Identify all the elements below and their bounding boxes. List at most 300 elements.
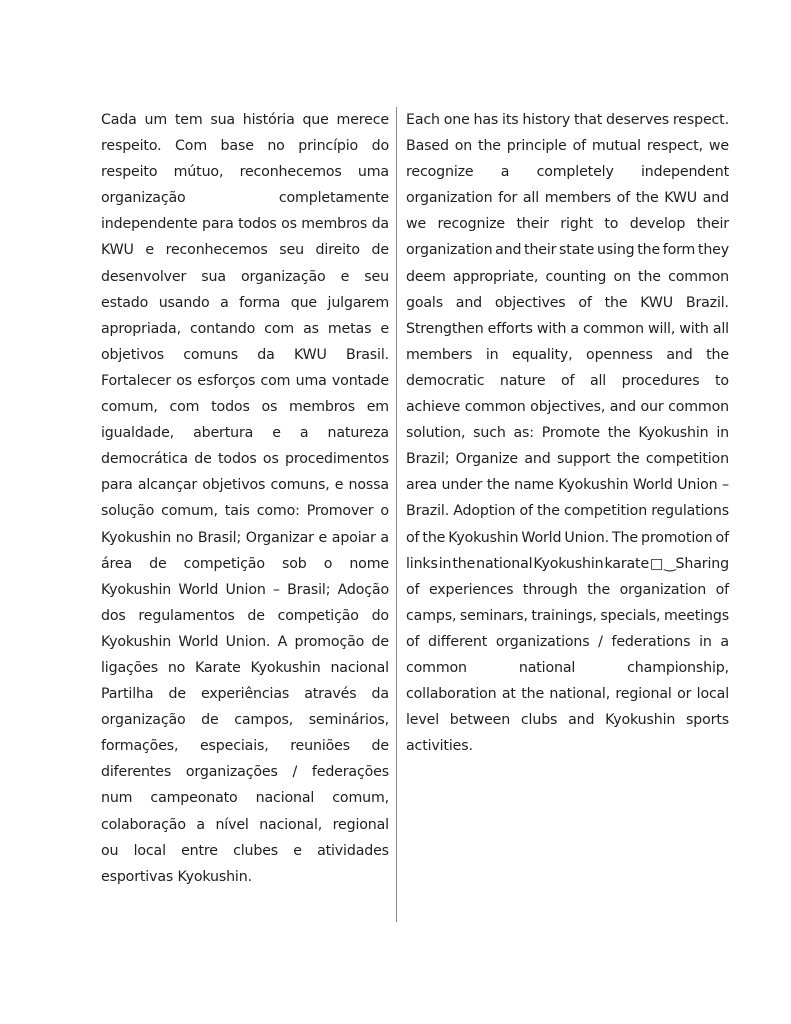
word: Fortalecer (101, 372, 171, 389)
text-line (406, 316, 729, 342)
word: no (167, 659, 186, 676)
word: Union. (225, 633, 271, 650)
word: mútuo, (173, 164, 224, 181)
word: para (202, 216, 234, 233)
word: the (637, 242, 661, 259)
word: all (522, 190, 539, 207)
word: Each (406, 112, 440, 128)
word: Kyokushin (533, 555, 604, 572)
word: on (454, 138, 473, 155)
text-line (406, 420, 729, 446)
text-line (101, 707, 389, 733)
word: to (604, 216, 619, 233)
word: objectives (494, 294, 566, 311)
text-line (101, 394, 389, 420)
word: no (175, 529, 194, 546)
word: different (428, 633, 488, 650)
word: Promote (541, 425, 600, 442)
word: World (178, 581, 219, 598)
word: colaboração (101, 816, 186, 833)
word: history (522, 112, 571, 128)
word: develop (629, 216, 686, 233)
word: organization (406, 190, 493, 207)
word: of (715, 581, 729, 598)
text-line (101, 577, 389, 603)
word: our (640, 399, 664, 416)
word: procedimentos (285, 451, 389, 468)
word: KWU (664, 190, 698, 207)
word: and (666, 346, 693, 363)
word: respeito. (101, 138, 162, 155)
word: of (406, 529, 420, 546)
word: the (422, 529, 446, 546)
word: at (501, 686, 516, 703)
word: de (371, 633, 389, 650)
word: os (176, 372, 192, 389)
text-line (101, 759, 389, 785)
word: the (638, 268, 661, 285)
word: using (596, 242, 635, 259)
word: Brazil; (406, 451, 450, 468)
word: for (498, 190, 518, 207)
word: uma (357, 164, 389, 181)
word: deserves (606, 112, 670, 128)
word: completamente (278, 190, 389, 207)
word: their (516, 216, 549, 233)
word: in (485, 346, 499, 363)
word: local (133, 842, 166, 859)
word: activities. (406, 738, 473, 755)
word: and (495, 242, 522, 259)
word: do (371, 607, 389, 624)
text-line (406, 342, 729, 368)
word: todos (218, 451, 257, 468)
text-line (101, 420, 389, 446)
word: the (478, 138, 501, 155)
word: to (715, 372, 729, 389)
word: objetivos (202, 477, 266, 494)
text-line (101, 290, 389, 316)
word: Cada (101, 112, 137, 128)
word: e (318, 529, 328, 546)
word: specials, (600, 607, 661, 624)
word: formações, (101, 738, 179, 755)
word: a (196, 816, 205, 833)
word: de (247, 607, 265, 624)
word: alcançar (137, 477, 198, 494)
word: counting (545, 268, 607, 285)
text-line (406, 446, 729, 472)
word: uma (295, 372, 327, 389)
word: metas (327, 320, 372, 337)
word: membros (301, 216, 368, 233)
word: Kyokushin (250, 659, 321, 676)
word: links (406, 555, 438, 572)
text-line (101, 681, 389, 707)
word: or (677, 686, 692, 703)
word: reconhecemos (239, 164, 342, 181)
word: achieve (406, 399, 461, 416)
word: organização (101, 712, 186, 729)
word: de (371, 738, 389, 755)
word: ou (101, 842, 119, 859)
word: form (662, 242, 696, 259)
text-line (101, 838, 389, 864)
word: ligações (101, 659, 158, 676)
word: os (281, 216, 297, 233)
word: experiences (428, 581, 514, 598)
word: their (696, 216, 729, 233)
word: meetings (663, 607, 729, 624)
text-line (101, 159, 389, 185)
word: campos, (234, 712, 294, 729)
word: organization (619, 581, 707, 598)
word: entre (181, 842, 218, 859)
word: between (449, 712, 511, 729)
portuguese-text-column (101, 107, 389, 890)
word: os (261, 399, 278, 416)
word: de (149, 555, 167, 572)
word: objetivos (101, 346, 164, 363)
word: esforços (197, 372, 256, 389)
word: goals (406, 294, 443, 311)
word: reuniões (290, 738, 350, 755)
word: a (220, 294, 229, 311)
word: sob (281, 555, 307, 572)
word: camps, (406, 607, 457, 624)
word: todos (238, 216, 277, 233)
word: under (441, 477, 483, 494)
text-line (101, 107, 389, 133)
word: □ (650, 555, 664, 572)
text-line (406, 733, 729, 759)
word: Brasil; (197, 529, 242, 546)
word: Adoção (337, 581, 389, 598)
word: regulations (651, 503, 729, 520)
word: members (544, 190, 611, 207)
word: respeito (101, 164, 158, 181)
word: forma (239, 294, 281, 311)
word: contando (189, 320, 256, 337)
text-line (406, 264, 729, 290)
word: we (708, 138, 729, 155)
word: and (609, 399, 636, 416)
text-line (101, 472, 389, 498)
word: comum, (101, 399, 158, 416)
word: um (144, 112, 168, 128)
word: especiais, (199, 738, 269, 755)
word: abertura (193, 425, 254, 442)
word: diferentes (101, 764, 172, 781)
word: federations (611, 633, 691, 650)
word: julgarem (327, 294, 389, 311)
word: the (452, 555, 476, 572)
text-line (406, 498, 729, 524)
word: World (521, 529, 562, 546)
word: efforts (487, 320, 533, 337)
word: state (559, 242, 595, 259)
word: num (101, 790, 133, 807)
word: da (257, 346, 275, 363)
word: they (697, 242, 729, 259)
word: recognize (406, 164, 474, 181)
word: name (514, 477, 554, 494)
word: reconhecemos (165, 242, 268, 259)
word: democrática (101, 451, 188, 468)
word: as: (513, 425, 534, 442)
word: com (169, 399, 200, 416)
word: deem (406, 268, 446, 285)
word: a (380, 529, 389, 546)
word: ‿Sharing (664, 555, 729, 572)
word: the (635, 190, 659, 207)
word: clubes (233, 842, 279, 859)
word: respect. (672, 112, 729, 128)
word: como: (256, 503, 300, 520)
word: principle (506, 138, 567, 155)
word: a (500, 164, 510, 181)
word: common (668, 268, 729, 285)
word: in (438, 555, 452, 572)
text-line (101, 864, 389, 890)
word: Based (406, 138, 449, 155)
word: comuns (183, 346, 239, 363)
word: KWU (101, 242, 134, 259)
word: direito (315, 242, 360, 259)
word: KWU (640, 294, 674, 311)
word: competição (277, 607, 359, 624)
word: desenvolver (101, 268, 187, 285)
text-line (101, 185, 389, 211)
text-line (101, 498, 389, 524)
word: todos (211, 399, 250, 416)
word: nacional (330, 659, 389, 676)
word: the (486, 477, 510, 494)
word: apoiar (331, 529, 376, 546)
text-line (406, 394, 729, 420)
word: KWU (293, 346, 327, 363)
word: Com (175, 138, 207, 155)
word: World (632, 477, 673, 494)
word: independent (640, 164, 729, 181)
word: e (272, 425, 281, 442)
word: of (406, 581, 420, 598)
word: of (616, 190, 631, 207)
word: o (323, 555, 333, 572)
text-line (101, 133, 389, 159)
word: organizations (495, 633, 590, 650)
text-line (101, 551, 389, 577)
word: dos (101, 607, 126, 624)
word: o (380, 503, 389, 520)
word: nível (215, 816, 249, 833)
word: atividades (317, 842, 389, 859)
word: tais (224, 503, 250, 520)
word: Kyokushin (101, 581, 172, 598)
text-line (101, 316, 389, 342)
text-line (406, 603, 729, 629)
word: e (145, 242, 154, 259)
text-line (101, 342, 389, 368)
word: campeonato (150, 790, 238, 807)
word: promoção (294, 633, 365, 650)
word: Organize (455, 451, 519, 468)
word: igualdade, (101, 425, 175, 442)
column-divider (396, 107, 397, 922)
word: de (201, 712, 219, 729)
text-line (101, 812, 389, 838)
word: nome (349, 555, 389, 572)
word: of (572, 138, 586, 155)
word: with (679, 320, 709, 337)
word: A (277, 633, 288, 650)
word: solution, (406, 425, 466, 442)
word: solução (101, 503, 155, 520)
word: national (476, 555, 533, 572)
word: Promover (306, 503, 374, 520)
word: / (292, 764, 298, 781)
word: / (598, 633, 603, 650)
word: comum, (161, 503, 218, 520)
word: support (556, 451, 611, 468)
word: common (583, 320, 644, 337)
word: sua (201, 268, 226, 285)
text-line (101, 368, 389, 394)
word: Kyokushin (558, 477, 629, 494)
word: e (334, 477, 344, 494)
word: that (573, 112, 603, 128)
word: respect, (646, 138, 703, 155)
word: competition (563, 503, 648, 520)
word: sports (686, 712, 729, 729)
word: que (290, 294, 318, 311)
word: seu (364, 268, 389, 285)
word: nacional, (259, 816, 323, 833)
word: in (716, 425, 729, 442)
word: in (699, 633, 712, 650)
word: para (101, 477, 133, 494)
word: of (715, 529, 729, 546)
text-line (101, 446, 389, 472)
word: comuns, (270, 477, 330, 494)
word: Kyokushin (448, 529, 519, 546)
word: area (406, 477, 438, 494)
word: Karate (195, 659, 241, 676)
word: seminars, (459, 607, 528, 624)
text-line (406, 237, 729, 263)
text-line (101, 655, 389, 681)
text-line (406, 107, 729, 133)
word: nossa (348, 477, 389, 494)
text-line (101, 211, 389, 237)
word: que (302, 112, 329, 128)
word: common (464, 399, 526, 416)
word: e (293, 842, 302, 859)
text-line (406, 525, 729, 551)
word: competição (183, 555, 265, 572)
text-line (406, 133, 729, 159)
word: collaboration (406, 686, 497, 703)
word: seu (279, 242, 304, 259)
text-line (406, 472, 729, 498)
text-line (406, 629, 729, 655)
word: Brasil. (346, 346, 389, 363)
word: the (607, 425, 631, 442)
word: independente (101, 216, 198, 233)
word: the (521, 686, 545, 703)
word: princípio (298, 138, 359, 155)
word: organizações (185, 764, 278, 781)
word: Kyokushin (101, 633, 172, 650)
word: of (578, 294, 592, 311)
word: and (702, 190, 729, 207)
word: openness (586, 346, 653, 363)
word: members (406, 346, 473, 363)
word: organização (101, 190, 186, 207)
word: seminários, (308, 712, 389, 729)
word: estado (101, 294, 149, 311)
word: através (304, 686, 357, 703)
word: and (524, 451, 551, 468)
word: do (371, 138, 389, 155)
word: no (267, 138, 285, 155)
word: da (371, 216, 389, 233)
word: level (406, 712, 439, 729)
word: The (612, 529, 638, 546)
word: through (522, 581, 578, 598)
word: karate (604, 555, 650, 572)
word: os (262, 451, 279, 468)
word: Union. (564, 529, 609, 546)
word: regional (332, 816, 389, 833)
word: organização (240, 268, 326, 285)
word: objectives, (530, 399, 606, 416)
text-line (406, 211, 729, 237)
word: de (194, 451, 212, 468)
word: – (272, 581, 280, 598)
word: Brazil. (685, 294, 729, 311)
word: the (587, 581, 611, 598)
word: natureza (327, 425, 389, 442)
text-line (406, 707, 729, 733)
text-line (406, 681, 729, 707)
word: tem (174, 112, 203, 128)
word: merece (336, 112, 389, 128)
word: membros (289, 399, 355, 416)
word: its (502, 112, 519, 128)
word: local (696, 686, 729, 703)
word: a (570, 320, 579, 337)
word: the (706, 346, 729, 363)
word: com (264, 320, 295, 337)
word: a (299, 425, 309, 442)
word: Union (225, 581, 266, 598)
text-line (101, 264, 389, 290)
word: Brazil. (406, 503, 450, 520)
word: esportivas Kyokushin. (101, 868, 252, 885)
word: we (406, 216, 427, 233)
word: appropriate, (452, 268, 539, 285)
word: da (371, 686, 389, 703)
word: the (536, 503, 560, 520)
word: national (518, 659, 576, 676)
word: organization (406, 242, 493, 259)
word: their (524, 242, 557, 259)
word: national, (549, 686, 611, 703)
word: common (668, 399, 729, 416)
word: usando (158, 294, 210, 311)
word: Strengthen (406, 320, 484, 337)
